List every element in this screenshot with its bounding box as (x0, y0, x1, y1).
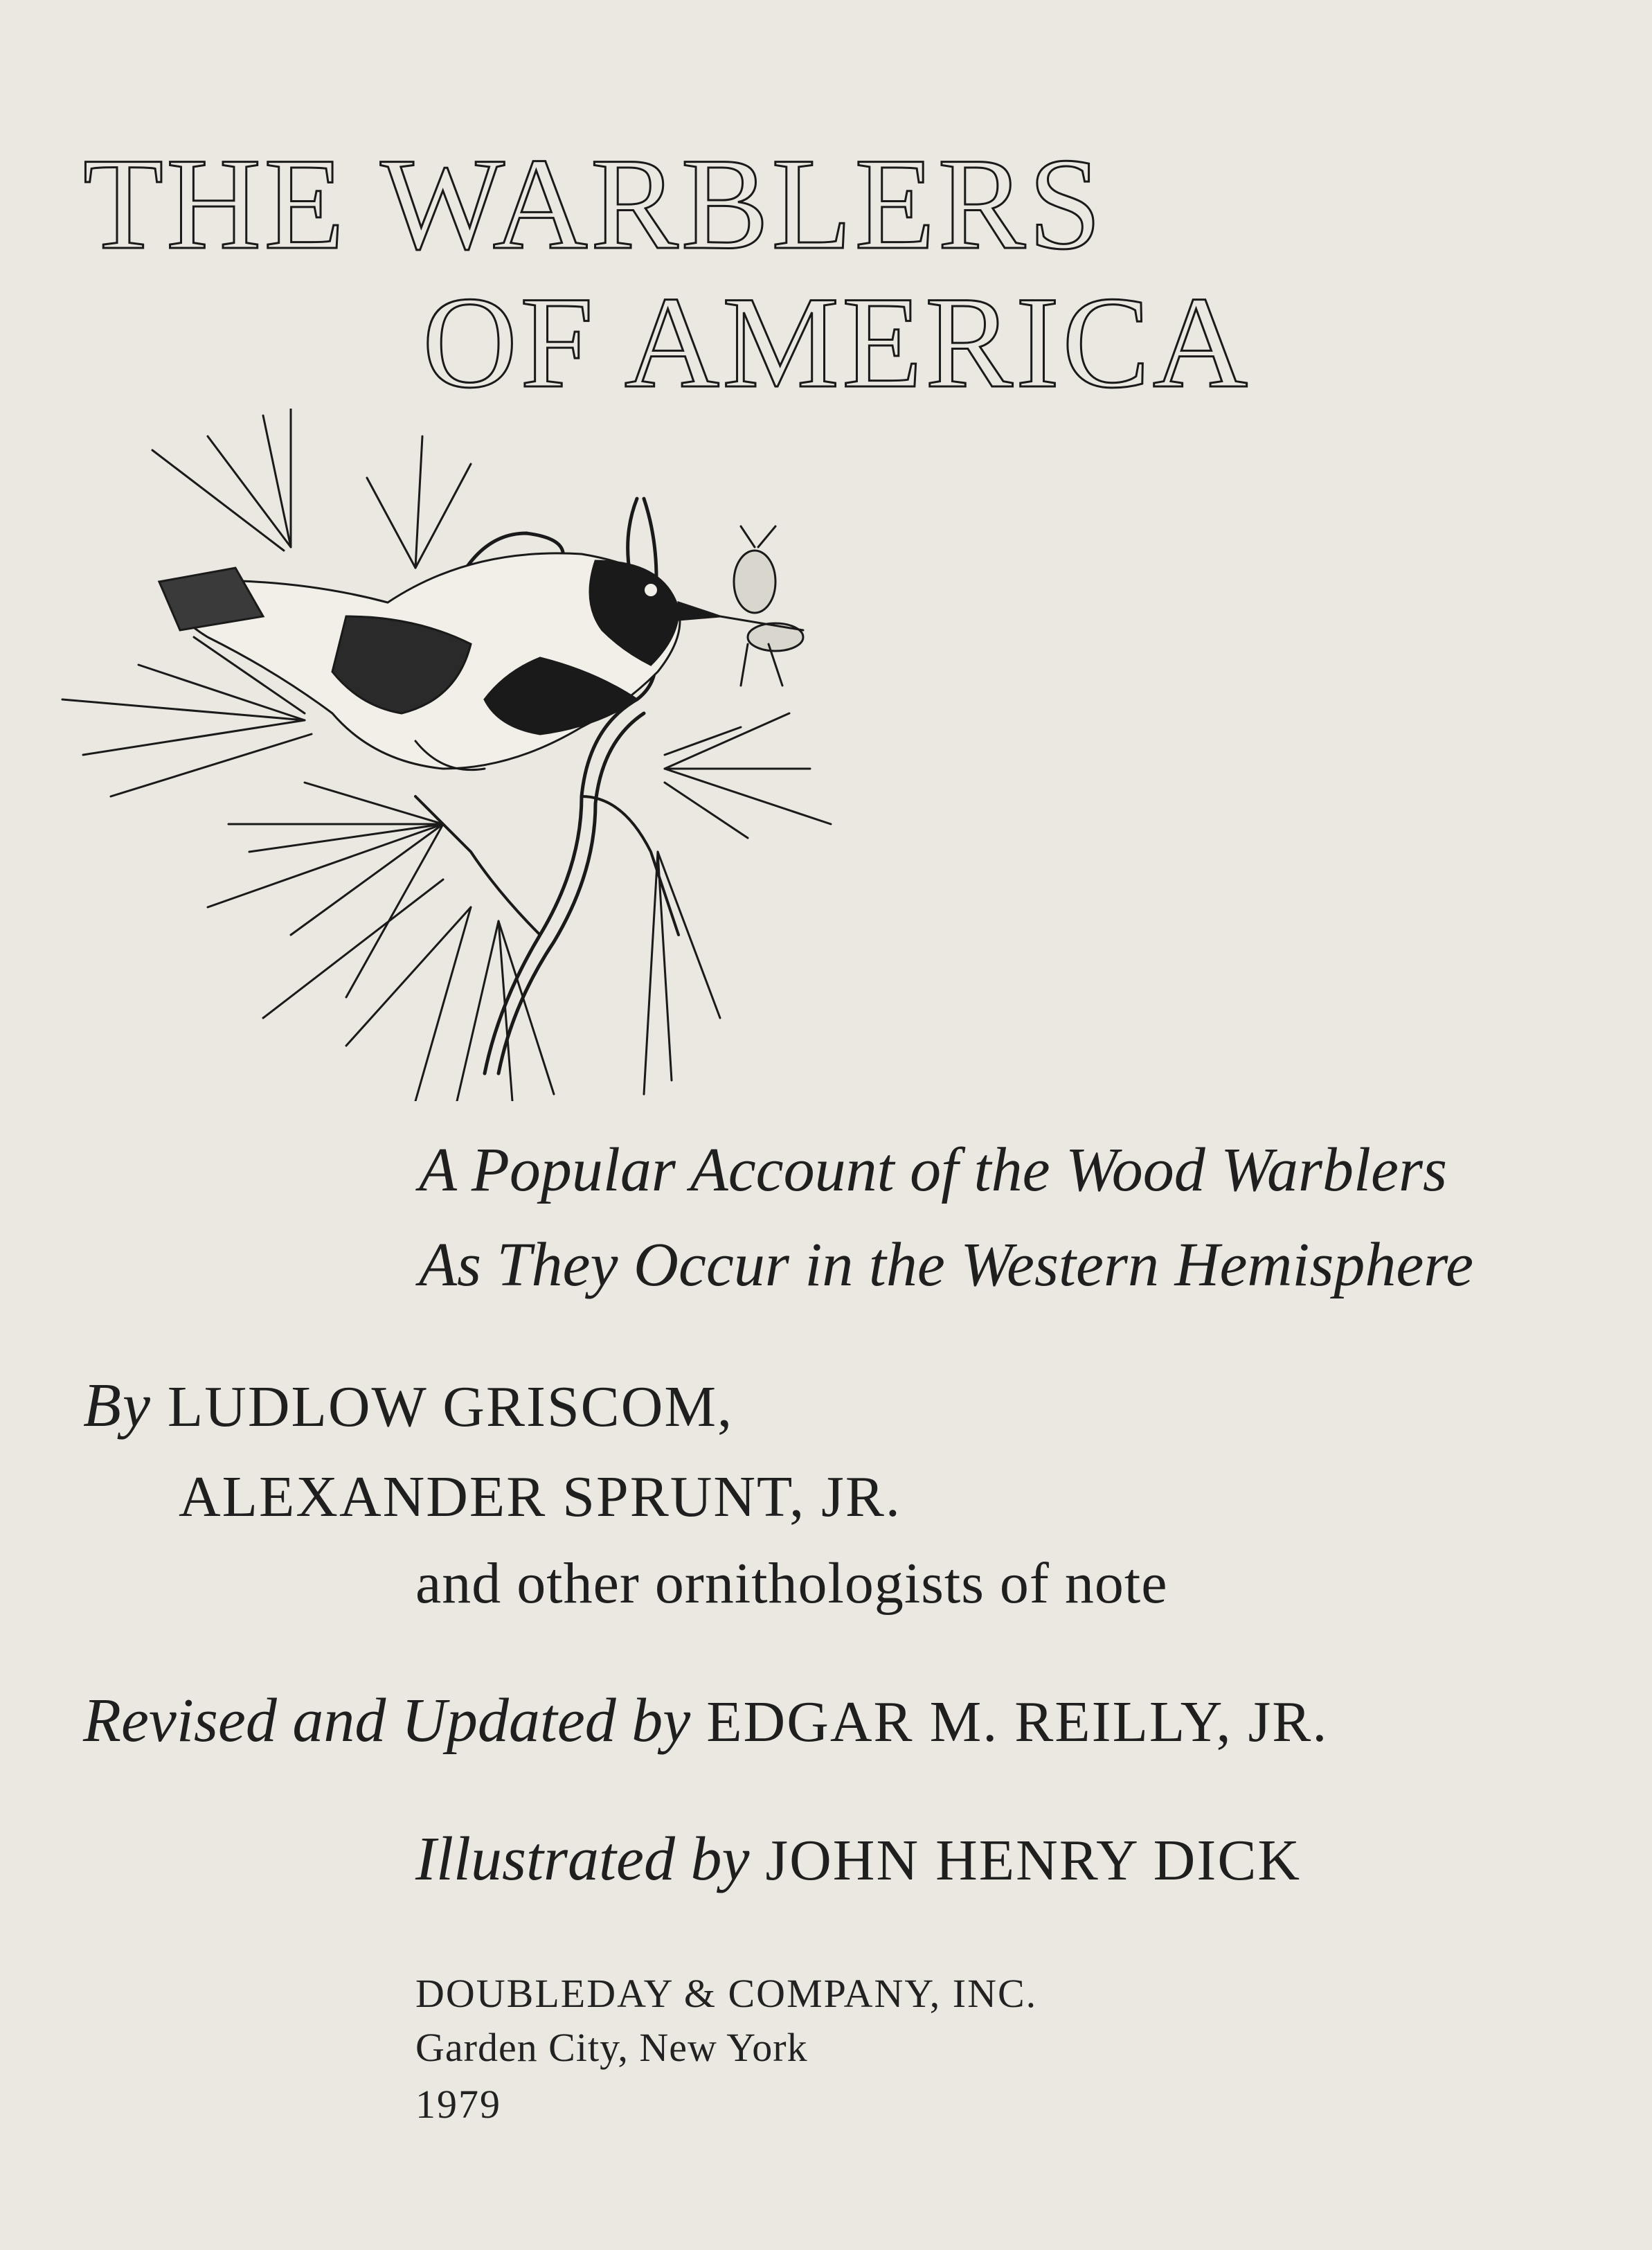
author-2: ALEXANDER SPRUNT, JR. (179, 1465, 901, 1529)
authors-others: and other ornithologists of note (415, 1551, 1168, 1616)
bird (159, 553, 720, 770)
illustrator-label: Illustrated by (415, 1825, 750, 1893)
reviser-name: EDGAR M. REILLY, JR. (706, 1690, 1329, 1754)
revision-label: Revised and Updated by (83, 1686, 691, 1755)
illustrator-name: JOHN HENRY DICK (765, 1828, 1302, 1893)
subtitle-line-1: A Popular Account of the Wood Warblers (419, 1136, 1447, 1204)
title-line-2: OF AMERICA (422, 270, 1251, 416)
publisher-city: Garden City, New York (415, 2025, 808, 2070)
pine-needles-right (644, 713, 831, 1094)
moth (720, 526, 803, 686)
revision-line (83, 1686, 1329, 1755)
illustrator-line (415, 1825, 1302, 1893)
warbler-illustration (55, 409, 838, 1101)
publication-year: 1979 (415, 2082, 501, 2127)
by-label: By (83, 1371, 152, 1440)
author-1: LUDLOW GRISCOM, (167, 1375, 734, 1439)
title-line-1: THE WARBLERS (83, 132, 1104, 277)
publisher-name: DOUBLEDAY & COMPANY, INC. (415, 1971, 1038, 2016)
subtitle-line-2: As They Occur in the Western Hemisphere (419, 1231, 1474, 1299)
authors-line-1 (83, 1371, 734, 1440)
